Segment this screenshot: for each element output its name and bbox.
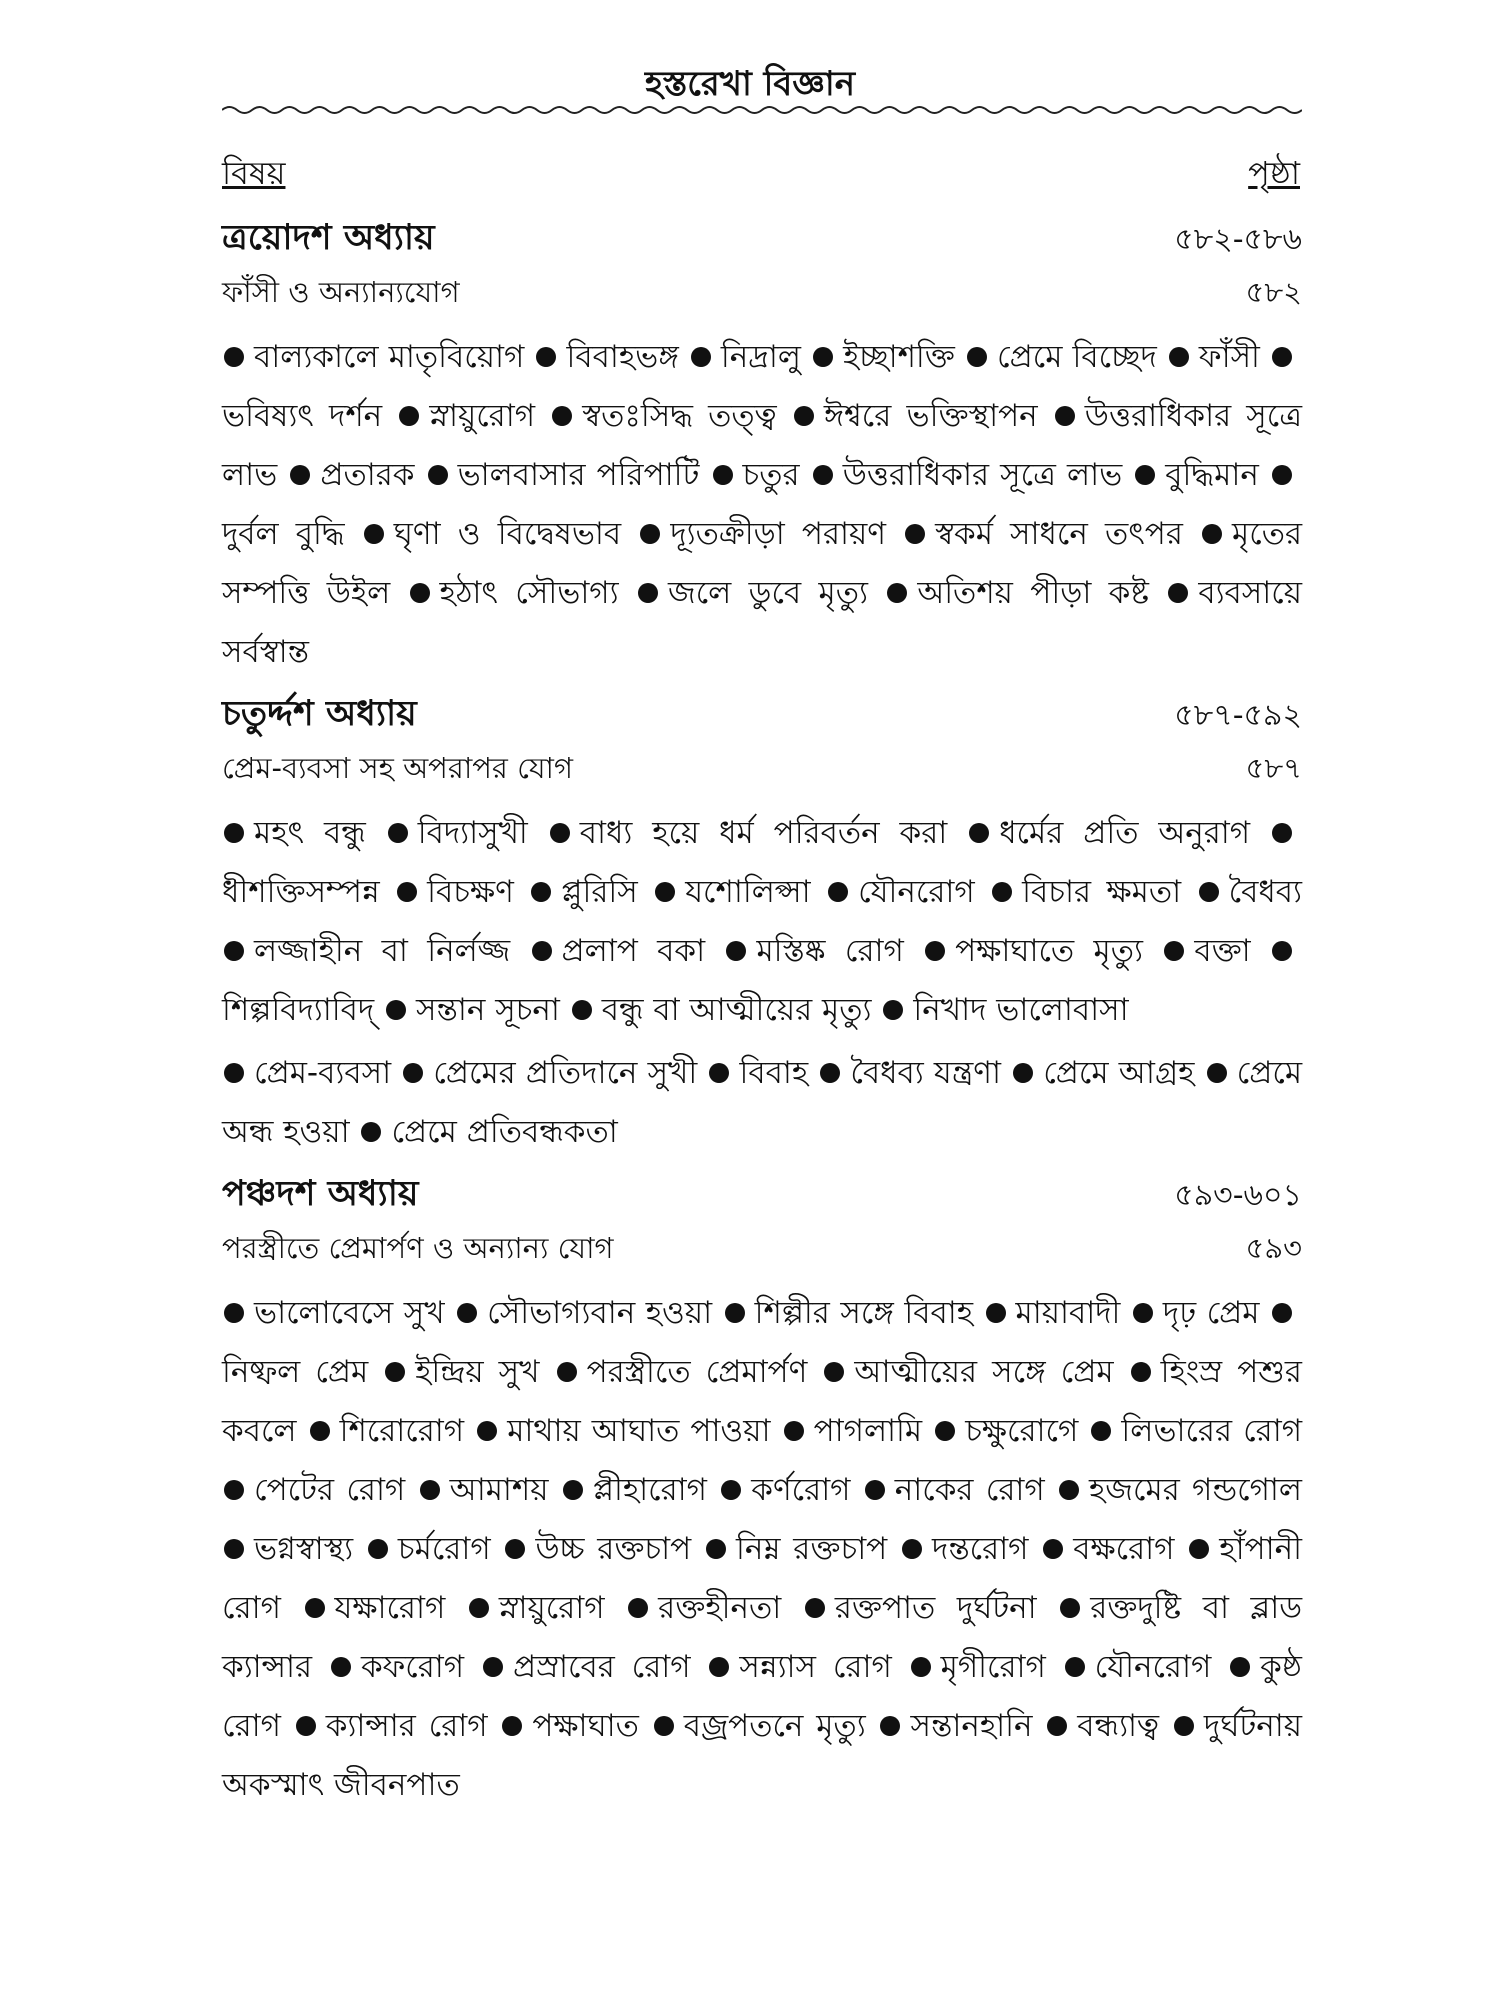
topic-item: কর্ণরোগ [751,1472,851,1508]
bullet-dot-icon [813,347,833,367]
topic-item: বক্তা [1194,933,1251,969]
topic-item: পক্ষাঘাতে মৃত্যু [955,933,1143,969]
bullet-dot-icon [457,1303,477,1323]
topic-item: বিচার ক্ষমতা [1022,874,1182,910]
column-heading-subject: বিষয় [222,154,286,192]
bullet-dot-icon [550,823,570,843]
wavy-rule-divider [222,102,1302,118]
bullet-dot-icon [388,823,408,843]
topic-item: বক্ষরোগ [1073,1531,1175,1567]
topic-item: উত্তরাধিকার সূত্রে লাভ [222,398,1303,493]
topic-item: দ্যূতক্রীড়া পরায়ণ [670,516,886,552]
topic-item: মৃতের সম্পত্তি উইল [222,516,1303,611]
topic-item: ধীশক্তিসম্পন্ন [222,874,380,910]
bullet-dot-icon [290,465,310,485]
topic-item: প্লীহারোগ [592,1472,707,1508]
topic-item: ভালবাসার পরিপাটি [457,457,700,493]
topic-item: চতুর [742,457,800,493]
topic-item: মৃগীরোগ [940,1649,1046,1685]
bullet-dot-icon [502,1716,522,1736]
bullet-dot-icon [399,406,419,426]
topic-item: নিদ্রালু [720,339,801,375]
topic-item: বৈধব্য যন্ত্রণা [850,1055,1002,1091]
bullet-dot-icon [1272,941,1292,961]
topic-item: যৌনরোগ [1094,1649,1212,1685]
topic-item: প্রেমের প্রতিদানে সুখী [433,1055,698,1091]
bullet-dot-icon [224,1303,244,1323]
topic-page-number: ৫৮২ [1245,275,1302,309]
bullet-dot-icon [368,1539,388,1559]
topic-item: জলে ডুবে মৃত্যু [667,575,868,611]
topic-item: প্রেমে প্রতিবন্ধকতা [391,1114,618,1150]
bullet-dot-icon [1091,1421,1111,1441]
bullet-dot-icon [224,1480,244,1500]
topic-item: হজমের গন্ডগোল [1089,1472,1302,1508]
chapter-title: চতুর্দ্দশ অধ্যায় [222,694,417,734]
bullet-dot-icon [655,882,675,902]
chapter-heading [222,1166,1302,1226]
bullet-dot-icon [992,882,1012,902]
topic-item: ভগ্নস্বাস্থ্য [254,1531,354,1567]
bullet-dot-icon [563,1480,583,1500]
bullet-dot-icon [1199,882,1219,902]
chapter-heading [222,686,1302,746]
topic-item: বৈধব্য [1228,874,1302,910]
topic-item: বজ্রপতনে মৃত্যু [683,1708,866,1744]
topic-page-number: ৫৮৭ [1245,751,1302,785]
chapter-heading [222,210,1302,270]
bullet-dot-icon [1059,1480,1079,1500]
topic-item: ঘৃণা ও বিদ্বেষভাব [393,516,622,552]
bullet-dot-icon [709,1657,729,1677]
bullet-dot-icon [361,1122,381,1142]
bullet-dot-icon [224,347,244,367]
table-of-contents [222,210,1302,1819]
topic-heading [222,746,1302,804]
topic-item: নাকের রোগ [894,1472,1045,1508]
bullet-dot-icon [1189,1539,1209,1559]
topic-item: প্রস্রাবের রোগ [512,1649,691,1685]
topic-item: বিবাহভঙ্গ [566,339,679,375]
bullet-dot-icon [531,882,551,902]
bullet-dot-icon [925,941,945,961]
topic-item: নিম্ন রক্তচাপ [736,1531,888,1567]
bullet-dot-icon [428,465,448,485]
bullet-dot-icon [640,524,660,544]
bullet-dot-icon [1055,406,1075,426]
topic-item-list [222,1044,1302,1162]
topic-item: কফরোগ [360,1649,465,1685]
topic-item: ইচ্ছাশক্তি [843,339,955,375]
topic-item: ধর্মের প্রতি অনুরাগ [999,815,1251,851]
bullet-dot-icon [1131,1362,1151,1382]
bullet-dot-icon [1065,1657,1085,1677]
bullet-dot-icon [536,347,556,367]
bullet-dot-icon [880,1716,900,1736]
topic-item: প্লুরিসি [561,874,638,910]
topic-item: স্বকর্ম সাধনে তৎপর [935,516,1183,552]
topic-item-list [222,328,1302,682]
bullet-dot-icon [824,1362,844,1382]
bullet-dot-icon [902,1539,922,1559]
topic-item: বাধ্য হয়ে ধর্ম পরিবর্তন করা [579,815,948,851]
topic-item: চর্মরোগ [397,1531,491,1567]
bullet-dot-icon [1272,347,1292,367]
bullet-dot-icon [557,1362,577,1382]
bullet-dot-icon [310,1421,330,1441]
topic-item: প্রেমে আগ্রহ [1043,1055,1195,1091]
bullet-dot-icon [721,1480,741,1500]
topic-item: বন্ধু বা আত্মীয়ের মৃত্যু [601,992,872,1028]
bullet-dot-icon [691,347,711,367]
topic-item: রক্তহীনতা [658,1590,782,1626]
topic-item: দন্তরোগ [932,1531,1029,1567]
bullet-dot-icon [638,583,658,603]
topic-item: মহৎ বন্ধু [254,815,366,851]
topic-item: শিল্পবিদ্যাবিদ্ [222,992,375,1028]
bullet-dot-icon [1013,1063,1033,1083]
topic-item: পেটের রোগ [254,1472,406,1508]
bullet-dot-icon [552,406,572,426]
bullet-dot-icon [331,1657,351,1677]
column-heading-page: পৃষ্ঠা [1248,154,1300,192]
topic-item: শিরোরোগ [339,1413,465,1449]
bullet-dot-icon [709,1063,729,1083]
bullet-dot-icon [397,882,417,902]
bullet-dot-icon [403,1063,423,1083]
topic-item: ফাঁসী [1198,339,1260,375]
topic-item: অতিশয় পীড়া কষ্ট [917,575,1149,611]
topic-item: ক্যান্সার রোগ [325,1708,488,1744]
topic-item-list [222,1284,1302,1815]
topic-item: স্বতঃসিদ্ধ তত্ত্ব [582,398,777,434]
bullet-dot-icon [967,347,987,367]
bullet-dot-icon [1169,347,1189,367]
bullet-dot-icon [713,465,733,485]
topic-item: বাল্যকালে মাতৃবিয়োগ [254,339,525,375]
running-head-title: হস্তরেখা বিজ্ঞান [644,64,856,104]
bullet-dot-icon [477,1421,497,1441]
bullet-dot-icon [469,1598,489,1618]
bullet-dot-icon [386,1000,406,1020]
topic-item: মস্তিষ্ক রোগ [756,933,904,969]
bullet-dot-icon [813,465,833,485]
bullet-dot-icon [1272,1303,1292,1323]
topic-item: নিখাদ ভালোবাসা [913,992,1129,1028]
bullet-dot-icon [1168,583,1188,603]
topic-item: বিবাহ [739,1055,809,1091]
bullet-dot-icon [296,1716,316,1736]
bullet-dot-icon [969,823,989,843]
topic-item: পরস্ত্রীতে প্রেমার্পণ [586,1354,808,1390]
bullet-dot-icon [1060,1598,1080,1618]
bullet-dot-icon [505,1539,525,1559]
topic-title: প্রেম-ব্যবসা সহ অপরাপর যোগ [222,751,573,785]
topic-item: উচ্চ রক্তচাপ [535,1531,692,1567]
topic-item: কুষ্ঠ রোগ [222,1649,1302,1744]
bullet-dot-icon [224,941,244,961]
topic-item: বুদ্ধিমান [1165,457,1259,493]
bullet-dot-icon [706,1539,726,1559]
topic-item: প্রতারক [320,457,415,493]
topic-item: ইন্দ্রিয় সুখ [415,1354,540,1390]
bullet-dot-icon [935,1421,955,1441]
bullet-dot-icon [628,1598,648,1618]
bullet-dot-icon [905,524,925,544]
topic-item: পক্ষাঘাত [532,1708,639,1744]
bullet-dot-icon [1272,823,1292,843]
bullet-dot-icon [420,1480,440,1500]
topic-item: শিল্পীর সঙ্গে বিবাহ [754,1295,974,1331]
bullet-dot-icon [794,406,814,426]
topic-item: লিভারের রোগ [1121,1413,1303,1449]
bullet-dot-icon [1135,465,1155,485]
bullet-dot-icon [1133,1303,1153,1323]
bullet-dot-icon [883,1000,903,1020]
topic-item: চক্ষুরোগে [965,1413,1079,1449]
topic-item: সন্ন্যাস রোগ [739,1649,892,1685]
bullet-dot-icon [1202,524,1222,544]
bullet-dot-icon [986,1303,1006,1323]
topic-item: যক্ষারোগ [334,1590,446,1626]
bullet-dot-icon [224,823,244,843]
bullet-dot-icon [1230,1657,1250,1677]
topic-item: স্নায়ুরোগ [498,1590,605,1626]
topic-item: যৌনরোগ [858,874,975,910]
topic-item: দৃঢ় প্রেম [1162,1295,1260,1331]
bullet-dot-icon [410,583,430,603]
chapter-page-range: ৫৯৩-৬০১ [1174,1178,1302,1213]
bullet-dot-icon [224,1539,244,1559]
topic-item: প্রেমে অন্ধ হওয়া [222,1055,1303,1150]
topic-item: আমাশয় [449,1472,549,1508]
topic-item: দুর্বল বুদ্ধি [222,516,345,552]
topic-page-number: ৫৯৩ [1245,1231,1302,1265]
topic-item: বন্ধ্যাত্ব [1077,1708,1160,1744]
bullet-dot-icon [1272,465,1292,485]
bullet-dot-icon [726,941,746,961]
topic-item: সন্তান সূচনা [416,992,560,1028]
topic-item: প্রেমে বিচ্ছেদ [997,339,1157,375]
chapter-page-range: ৫৮৭-৫৯২ [1174,698,1302,733]
bullet-dot-icon [911,1657,931,1677]
bullet-dot-icon [865,1480,885,1500]
bullet-dot-icon [828,882,848,902]
bullet-dot-icon [887,583,907,603]
topic-item: সন্তানহানি [910,1708,1033,1744]
topic-item: প্রেম-ব্যবসা [254,1055,392,1091]
bullet-dot-icon [572,1000,592,1020]
topic-item: লজ্জাহীন বা নির্লজ্জ [254,933,511,969]
topic-item: হিংস্র পশুর কবলে [222,1354,1302,1449]
chapter-title: ত্রয়োদশ অধ্যায় [222,218,435,258]
bullet-dot-icon [1043,1539,1063,1559]
topic-item: ব্যবসায়ে সর্বস্বান্ত [222,575,1302,670]
topic-item: ভালোবেসে সুখ [254,1295,445,1331]
bullet-dot-icon [1207,1063,1227,1083]
topic-item: দুর্ঘটনায় অকস্মাৎ জীবনপাত [222,1708,1302,1803]
topic-item: উত্তরাধিকার সূত্রে লাভ [842,457,1123,493]
chapter-title: পঞ্চদশ অধ্যায় [222,1174,419,1214]
topic-item: স্নায়ুরোগ [429,398,536,434]
bullet-dot-icon [805,1598,825,1618]
topic-item: ভবিষ্যৎ দর্শন [222,398,383,434]
bullet-dot-icon [532,941,552,961]
bullet-dot-icon [364,524,384,544]
bullet-dot-icon [820,1063,840,1083]
topic-item-list [222,804,1302,1040]
topic-item: মায়াবাদী [1015,1295,1121,1331]
topic-item: বিচক্ষণ [427,874,514,910]
topic-title: পরস্ত্রীতে প্রেমার্পণ ও অন্যান্য যোগ [222,1231,614,1265]
chapter-page-range: ৫৮২-৫৮৬ [1174,222,1302,257]
bullet-dot-icon [1174,1716,1194,1736]
topic-item: রক্তদুষ্টি বা ব্লাড ক্যান্সার [222,1590,1303,1685]
topic-item: রক্তপাত দুর্ঘটনা [834,1590,1037,1626]
bullet-dot-icon [385,1362,405,1382]
topic-heading [222,270,1302,328]
bullet-dot-icon [305,1598,325,1618]
bullet-dot-icon [224,1063,244,1083]
topic-item: যশোলিপ্সা [685,874,811,910]
bullet-dot-icon [725,1303,745,1323]
bullet-dot-icon [483,1657,503,1677]
topic-item: প্রলাপ বকা [561,933,706,969]
topic-item: মাথায় আঘাত পাওয়া [507,1413,771,1449]
topic-item: হঠাৎ সৌভাগ্য [439,575,619,611]
topic-item: পাগলামি [813,1413,923,1449]
topic-item: হাঁপানী রোগ [222,1531,1302,1626]
topic-item: আত্মীয়ের সঙ্গে প্রেম [854,1354,1114,1390]
topic-item: সৌভাগ্যবান হওয়া [487,1295,713,1331]
topic-item: ঈশ্বরে ভক্তিস্থাপন [823,398,1038,434]
topic-item: নিষ্ফল প্রেম [222,1354,369,1390]
bullet-dot-icon [1047,1716,1067,1736]
bullet-dot-icon [784,1421,804,1441]
topic-item: বিদ্যাসুখী [417,815,528,851]
bullet-dot-icon [1164,941,1184,961]
topic-heading [222,1226,1302,1284]
topic-title: ফাঁসী ও অন্যান্যযোগ [222,275,460,309]
bullet-dot-icon [654,1716,674,1736]
